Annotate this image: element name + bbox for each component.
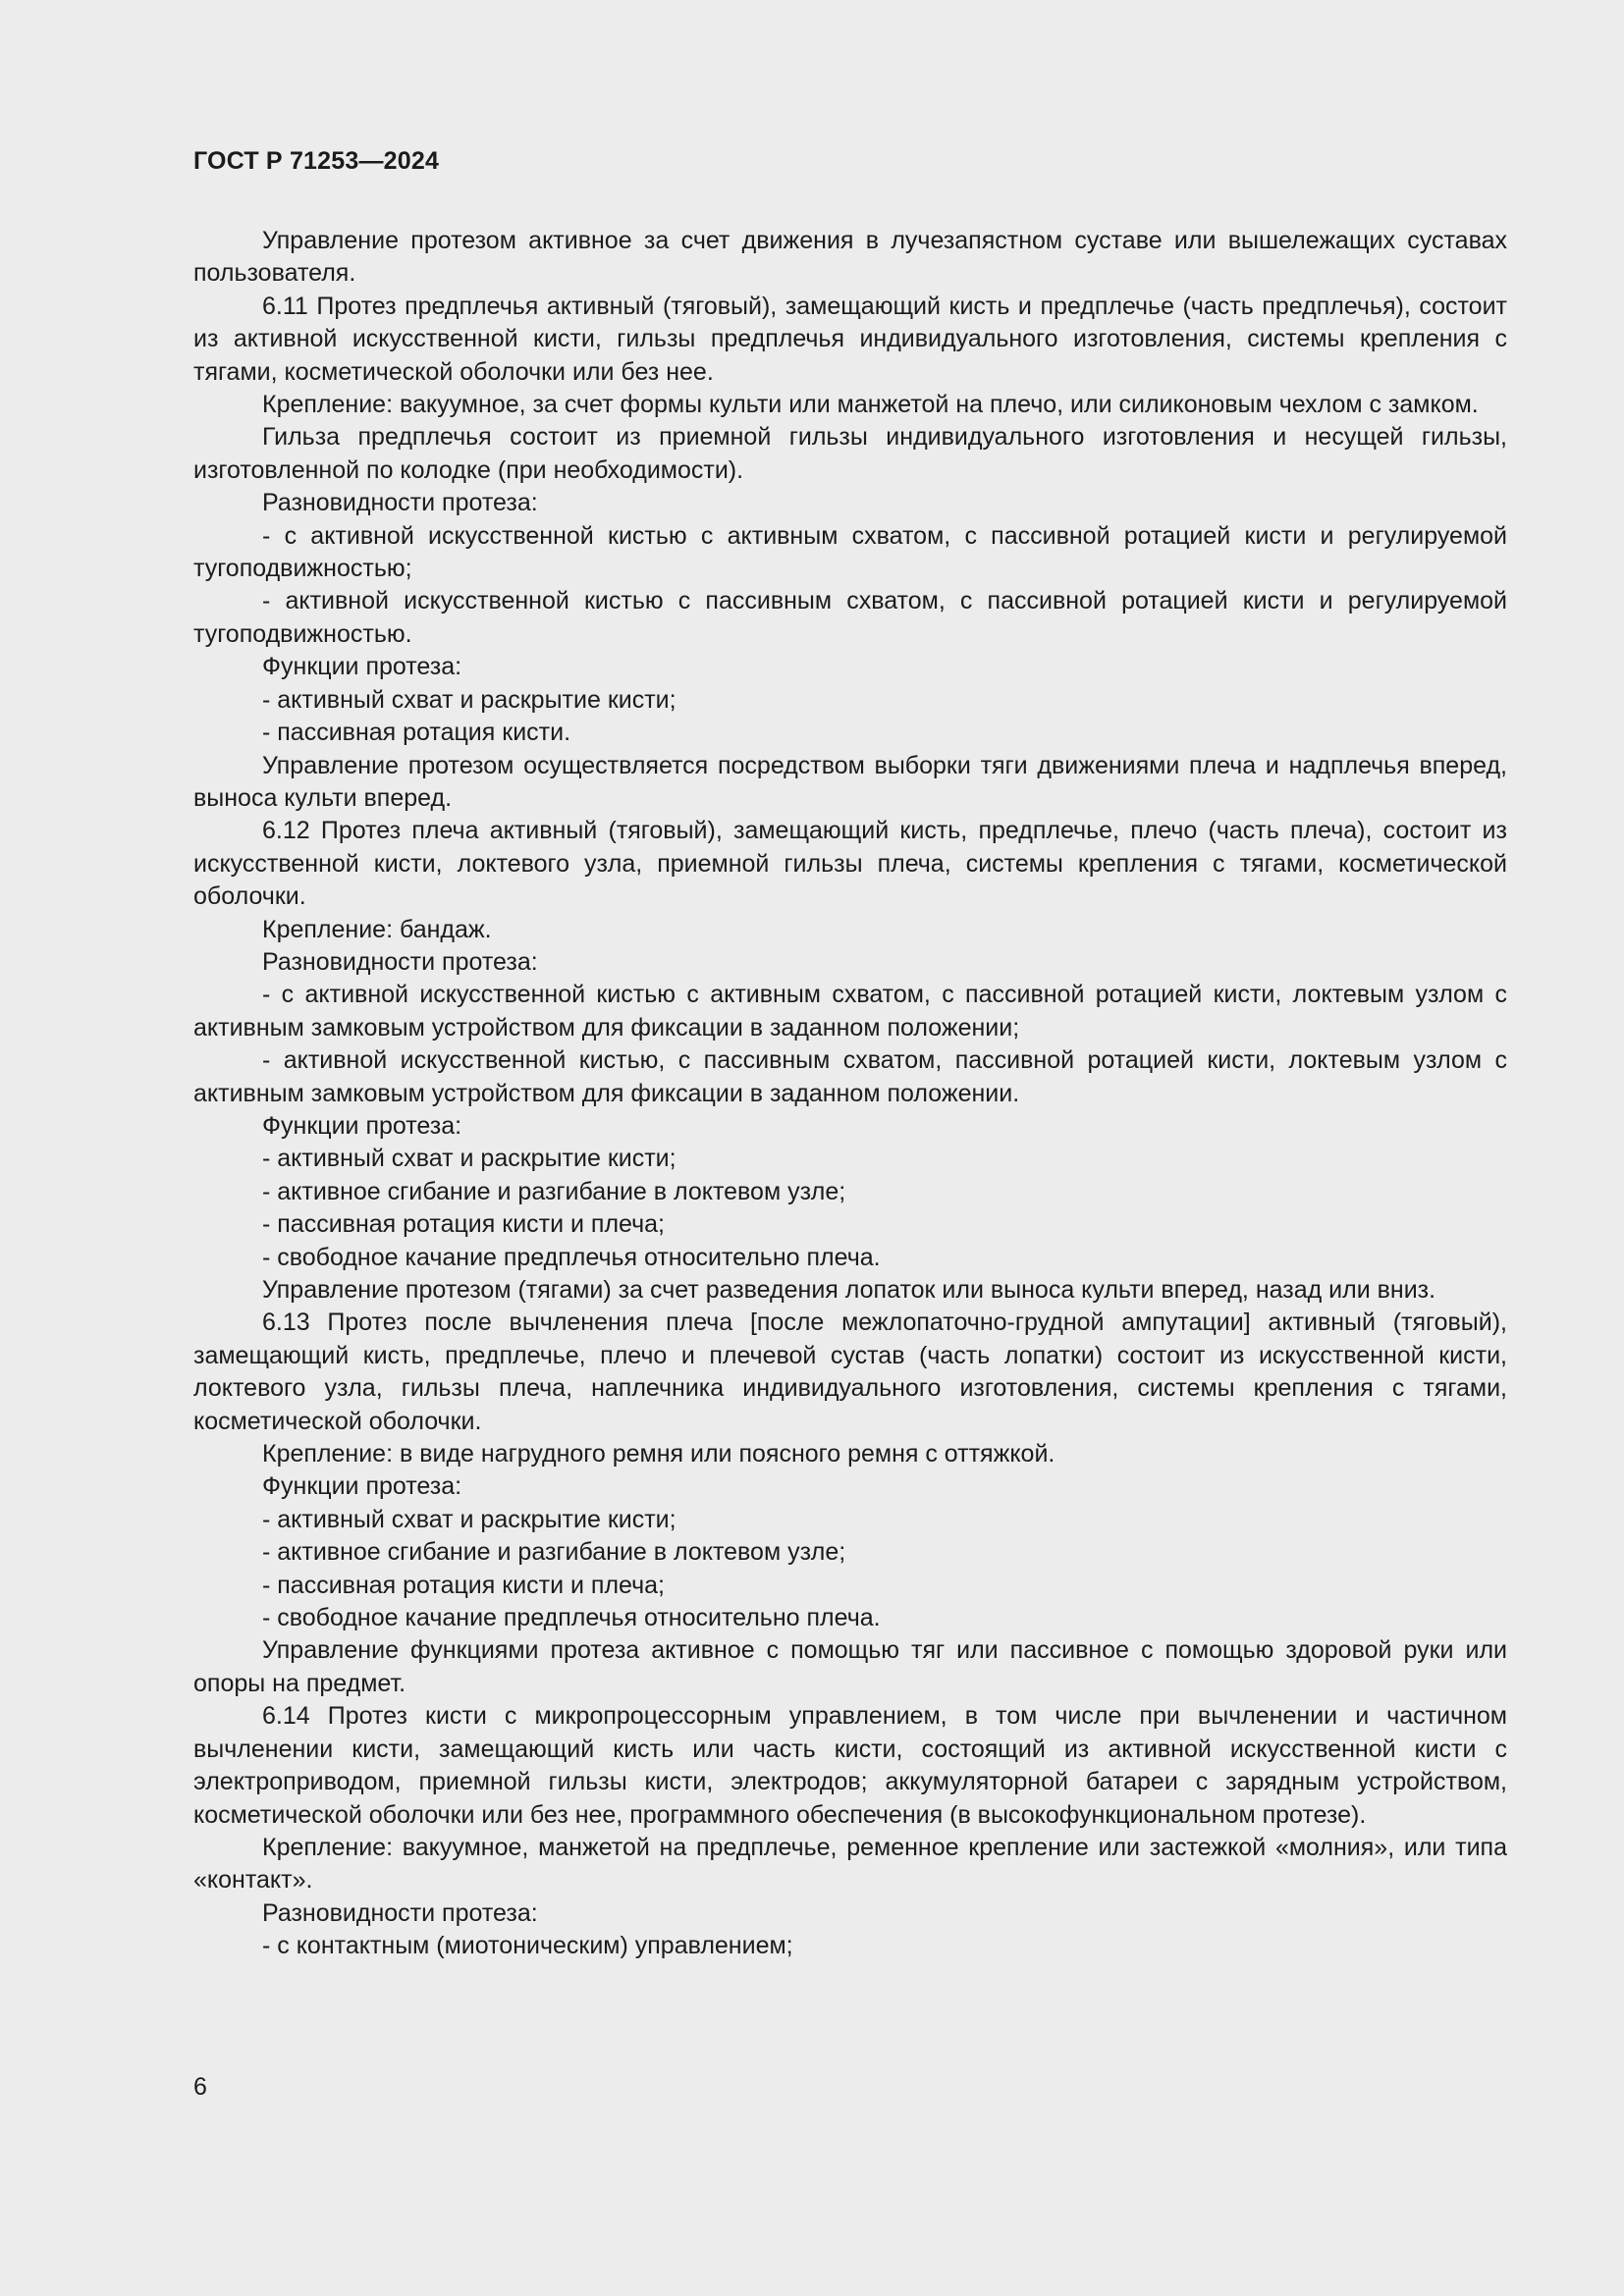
paragraph: Крепление: вакуумное, за счет формы культи или манжетой на плечо, или силиконовым чехлом с замком.: [262, 391, 1479, 419]
subheading: Разновидности протеза:: [262, 489, 538, 517]
list-item: - активной искусственной кистью, с пассивным схватом, пассивной ротацией кисти, локтевым узлом с активным замковым устройством для фиксации в заданном положении.: [193, 1046, 1507, 1107]
list-item: - активный схват и раскрытие кисти;: [262, 685, 677, 714]
list-item: - с активной искусственной кистью с активным схватом, с пассивной ротацией кисти и регулируемой тугоподвижностью;: [193, 521, 1507, 583]
subheading: Разновидности протеза:: [262, 1898, 538, 1927]
paragraph: Крепление: вакуумное, манжетой на предплечье, ременное крепление или застежкой «молния», или типа «контакт».: [193, 1833, 1507, 1895]
body-text: [193, 225, 1507, 1963]
list-item: - активный схват и раскрытие кисти;: [262, 1145, 677, 1173]
section-6-11: 6.11 Протез предплечья активный (тяговый), замещающий кисть и предплечье (часть предплечья), состоит из активной искусственной кисти, гильзы предплечья индивидуального изготовления, системы крепления с тягами, косметической оболочки или без нее.: [193, 292, 1507, 386]
section-6-14: 6.14 Протез кисти с микропроцессорным управлением, в том числе при вычленении и частичном вычленении кисти, замещающий кисть или часть кисти, состоящий из активной искусственной кисти с электроприводом, приемной гильзы кисти, электродов; аккумуляторной батареи с зарядным устройством, косметической оболочки или без нее, программного обеспечения (в высокофункциональном протезе).: [193, 1702, 1507, 1829]
list-item: - пассивная ротация кисти и плеча;: [262, 1210, 665, 1239]
subheading: Функции протеза:: [262, 1472, 462, 1501]
list-item: - активное сгибание и разгибание в локтевом узле;: [262, 1177, 846, 1205]
list-item: - свободное качание предплечья относительно плеча.: [262, 1604, 881, 1632]
list-item: - пассивная ротация кисти и плеча;: [262, 1571, 665, 1599]
subheading: Функции протеза:: [262, 653, 462, 681]
paragraph: Управление протезом (тягами) за счет разведения лопаток или выноса культи вперед, назад или вниз.: [262, 1276, 1436, 1304]
paragraph: Гильза предплечья состоит из приемной гильзы индивидуального изготовления и несущей гильзы, изготовленной по колодке (при необходимости).: [193, 423, 1507, 484]
list-item: - активной искусственной кистью с пассивным схватом, с пассивной ротацией кисти и регулируемой тугоподвижностью.: [193, 587, 1507, 648]
document-header: ГОСТ Р 71253—2024: [193, 147, 440, 175]
section-6-12: 6.12 Протез плеча активный (тяговый), замещающий кисть, предплечье, плечо (часть плеча), состоит из искусственной кисти, локтевого узла, приемной гильзы плеча, системы крепления с тягами, косметической оболочки.: [193, 817, 1507, 911]
list-item: - активный схват и раскрытие кисти;: [262, 1505, 677, 1533]
section-6-13: 6.13 Протез после вычленения плеча [после межлопаточно-грудной ампутации] активный (тяговый), замещающий кисть, предплечье, плечо и плечевой сустав (часть лопатки) состоит из искусственной кисти, локтевого узла, гильзы плеча, наплечника индивидуального изготовления, системы крепления с тягами, косметической оболочки.: [193, 1308, 1507, 1435]
subheading: Функции протеза:: [262, 1111, 462, 1140]
subheading: Разновидности протеза:: [262, 947, 538, 976]
paragraph: Крепление: бандаж.: [262, 915, 492, 943]
paragraph: Управление функциями протеза активное с помощью тяг или пассивное с помощью здоровой руки или опоры на предмет.: [193, 1636, 1507, 1697]
list-item: - активное сгибание и разгибание в локтевом узле;: [262, 1538, 846, 1567]
page-number: 6: [193, 2073, 207, 2101]
paragraph: Управление протезом осуществляется посредством выборки тяги движениями плеча и надплечья вперед, выноса культи вперед.: [193, 751, 1507, 812]
list-item: - с активной искусственной кистью с активным схватом, с пассивной ротацией кисти, локтевым узлом с активным замковым устройством для фиксации в заданном положении;: [193, 981, 1507, 1041]
list-item: - свободное качание предплечья относительно плеча.: [262, 1243, 881, 1271]
list-item: - пассивная ротация кисти.: [262, 719, 571, 747]
paragraph: Управление протезом активное за счет движения в лучезапястном суставе или вышележащих суставах пользователя.: [193, 227, 1507, 288]
list-item: - с контактным (миотоническим) управлением;: [262, 1932, 793, 1960]
paragraph: Крепление: в виде нагрудного ремня или поясного ремня с оттяжкой.: [262, 1440, 1056, 1468]
